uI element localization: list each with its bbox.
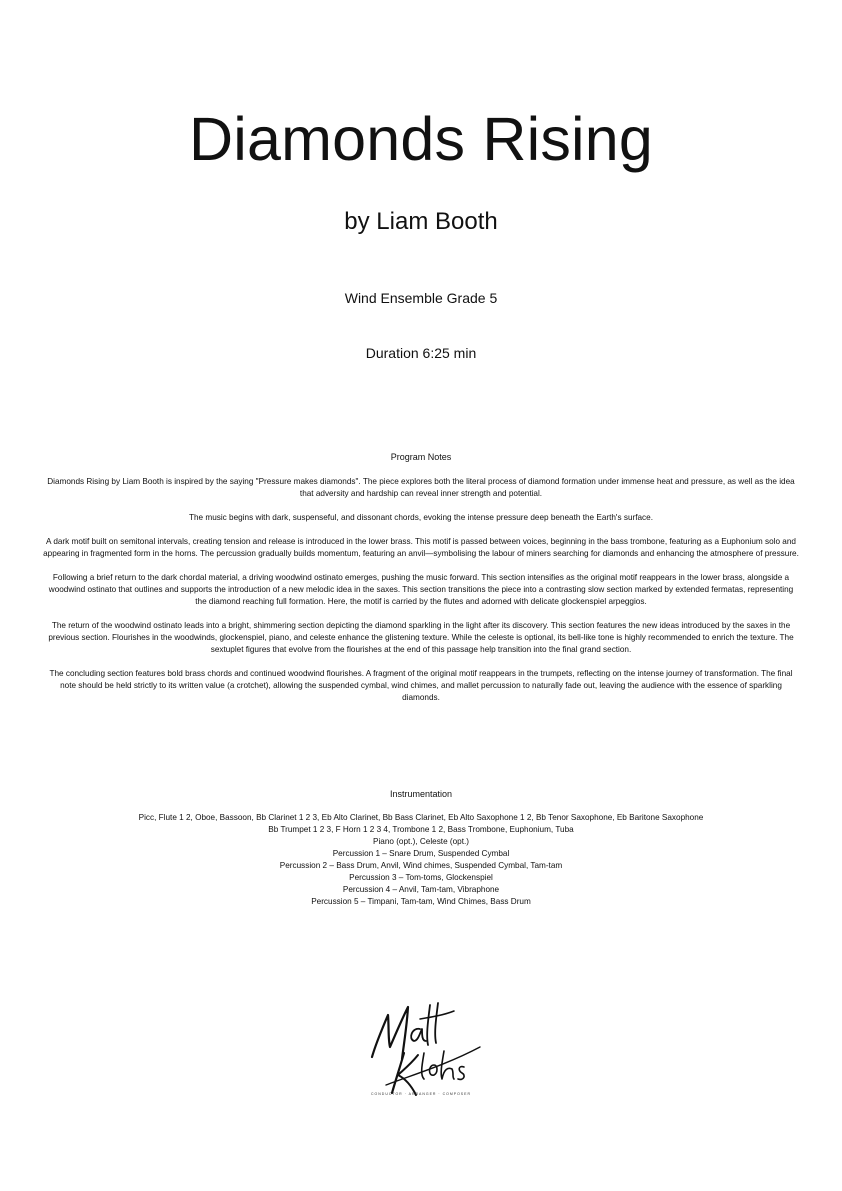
program-notes-paragraph: The return of the woodwind ostinato leads into a bright, shimmering section depicting the diamond sparkling in the light after its discovery. This section features the new ideas introduced by the saxes in the previous section. Flourishes in the woodwinds, glockenspiel, piano, and celeste enhance the glistening texture. While the celeste is optional, its bell-like tone is highly recommended to enrich the texture. The sextuplet figures that evolve from the flourishes at the end of this passage help transition into the final grand section. [48, 621, 794, 654]
program-notes-paragraph: The concluding section features bold brass chords and continued woodwind flourishes. A fragment of the original motif reappears in the trumpets, reflecting on the intense journey of transformation. The final note should be held strictly to its written value (a crotchet), allowing the suspended cymbal, wind chimes, and mallet percussion to naturally fade out, leaving the audience with the essence of sparkling diamonds. [49, 669, 793, 702]
logo-tagline: CONDUCTOR · ARRANGER · COMPOSER [371, 1092, 471, 1096]
instrumentation-line: Bb Trumpet 1 2 3, F Horn 1 2 3 4, Trombone 1 2, Bass Trombone, Euphonium, Tuba [268, 825, 574, 834]
signature-logo [362, 995, 488, 1105]
instrumentation-list [42, 812, 800, 908]
composer-byline: by Liam Booth [344, 208, 498, 235]
instrumentation-line: Percussion 2 – Bass Drum, Anvil, Wind chimes, Suspended Cymbal, Tam-tam [279, 861, 563, 870]
program-notes-paragraph: Diamonds Rising by Liam Booth is inspired by the saying "Pressure makes diamonds". The piece explores both the literal process of diamond formation under immense heat and pressure, as well as the idea that adversity and hardship can reveal inner strength and potential. [47, 477, 795, 498]
instrumentation-line: Picc, Flute 1 2, Oboe, Bassoon, Bb Clarinet 1 2 3, Eb Alto Clarinet, Bb Bass Clarinet, Eb Alto Saxophone 1 2, Bb Tenor Saxophone, Eb Baritone Saxophone [138, 813, 704, 822]
program-notes-paragraph: A dark motif built on semitonal intervals, creating tension and release is introduced in the lower brass. This motif is passed between voices, beginning in the bass trombone, featuring as a Euphonium solo and appearing in fragmented form in the horns. The percussion gradually builds momentum, featuring an anvil—symbolising the labour of miners searching for diamonds and enhancing the atmosphere of pressure. [43, 537, 799, 558]
instrumentation-line: Percussion 4 – Anvil, Tam-tam, Vibraphone [342, 885, 500, 894]
instrumentation-line: Percussion 5 – Timpani, Tam-tam, Wind Chimes, Bass Drum [311, 897, 531, 906]
program-notes-paragraph: The music begins with dark, suspenseful, and dissonant chords, evoking the intense pressure deep beneath the Earth's surface. [189, 513, 653, 522]
program-notes-paragraph: Following a brief return to the dark chordal material, a driving woodwind ostinato emerges, pushing the music forward. This section intensifies as the original motif reappears in the lower brass, alongside a woodwind ostinato that outlines and supports the introduction of a new melodic idea in the saxes. This section transitions the piece into a contrasting slow section marked by extended fermatas, representing the diamond reaching full formation. Here, the motif is carried by the flutes and adorned with delicate glockenspiel arpeggios. [48, 573, 794, 606]
instrumentation-line: Percussion 1 – Snare Drum, Suspended Cymbal [332, 849, 510, 858]
instrumentation-line: Piano (opt.), Celeste (opt.) [372, 837, 470, 846]
page-title: Diamonds Rising [188, 105, 654, 173]
ensemble-grade: Wind Ensemble Grade 5 [344, 290, 498, 306]
program-notes-heading: Program Notes [390, 452, 452, 462]
instrumentation-heading: Instrumentation [389, 789, 453, 799]
program-notes [42, 476, 800, 716]
duration: Duration 6:25 min [365, 345, 477, 361]
instrumentation-line: Percussion 3 – Tom-toms, Glockenspiel [349, 873, 493, 882]
